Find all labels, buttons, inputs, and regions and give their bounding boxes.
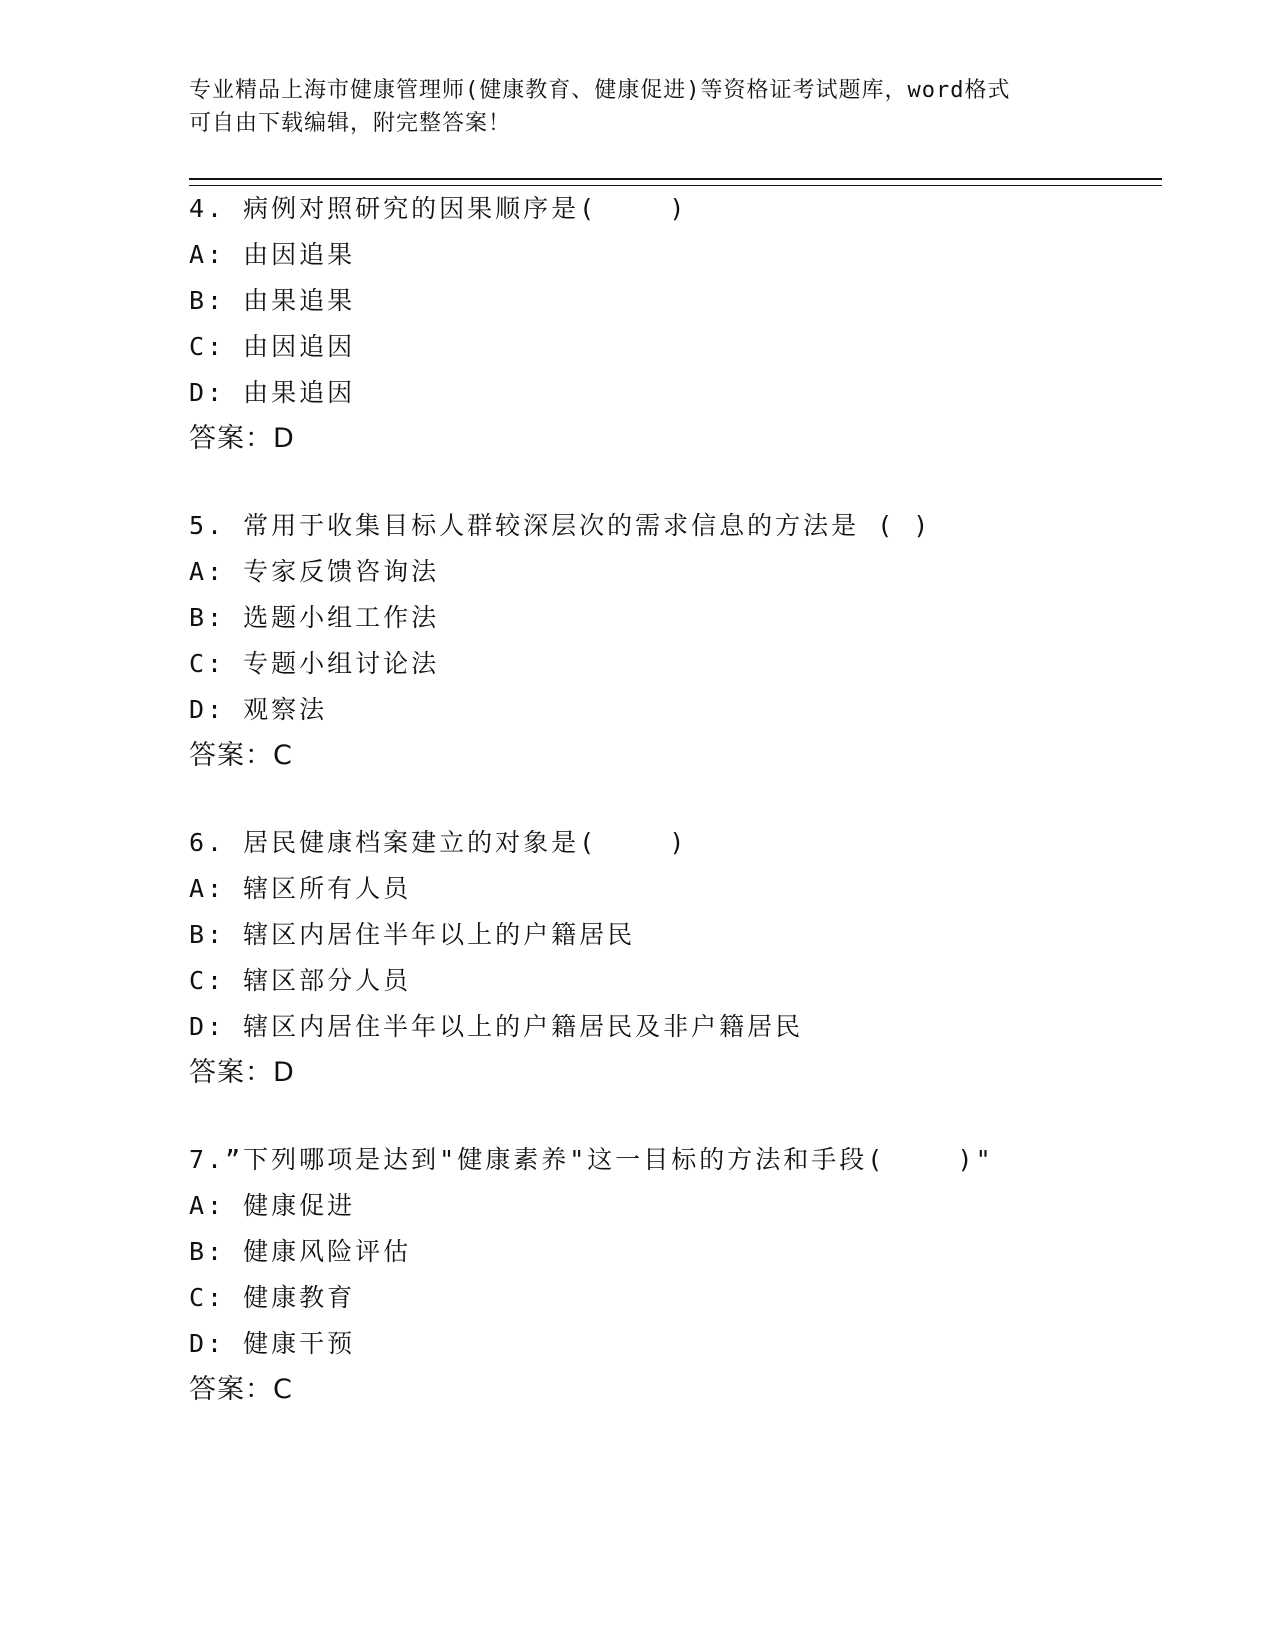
option-a: A: 由因追果 xyxy=(189,240,356,269)
option-a: A: 健康促进 xyxy=(189,1191,356,1220)
page-header xyxy=(189,74,1089,140)
option-c: C: 由因追因 xyxy=(189,332,356,361)
option-c: C: 健康教育 xyxy=(189,1283,356,1312)
option-b: B: 辖区内居住半年以上的户籍居民 xyxy=(189,920,636,949)
option-b: B: 健康风险评估 xyxy=(189,1237,412,1266)
option-d: D: 健康干预 xyxy=(189,1329,356,1358)
option-b: B: 由果追果 xyxy=(189,286,356,315)
answer-line: 答案：C xyxy=(189,740,293,771)
question-block-7 xyxy=(189,1137,1169,1413)
header-line-1: 专业精品上海市健康管理师(健康教育、健康促进)等资格证考试题库，word格式 xyxy=(189,78,1011,103)
header-divider xyxy=(189,178,1162,186)
question-stem: 6. 居民健康档案建立的对象是( ) xyxy=(189,828,688,857)
question-stem: 4. 病例对照研究的因果顺序是( ) xyxy=(189,194,688,223)
question-stem: 5. 常用于收集目标人群较深层次的需求信息的方法是 ( ) xyxy=(189,511,932,540)
option-a: A: 辖区所有人员 xyxy=(189,874,412,903)
option-b: B: 选题小组工作法 xyxy=(189,603,440,632)
answer-line: 答案：D xyxy=(189,1057,295,1088)
option-a: A: 专家反馈咨询法 xyxy=(189,557,440,586)
header-line-2: 可自由下载编辑，附完整答案！ xyxy=(189,111,512,136)
question-block-5 xyxy=(189,503,1169,779)
question-stem: 7.”下列哪项是达到"健康素养"这一目标的方法和手段( )" xyxy=(189,1145,994,1174)
option-c: C: 辖区部分人员 xyxy=(189,966,412,995)
question-block-6 xyxy=(189,820,1169,1096)
option-d: D: 由果追因 xyxy=(189,378,356,407)
option-d: D: 辖区内居住半年以上的户籍居民及非户籍居民 xyxy=(189,1012,804,1041)
option-c: C: 专题小组讨论法 xyxy=(189,649,440,678)
option-d: D: 观察法 xyxy=(189,695,328,724)
answer-line: 答案：D xyxy=(189,423,295,454)
answer-line: 答案：C xyxy=(189,1374,293,1405)
question-block-4 xyxy=(189,186,1169,462)
